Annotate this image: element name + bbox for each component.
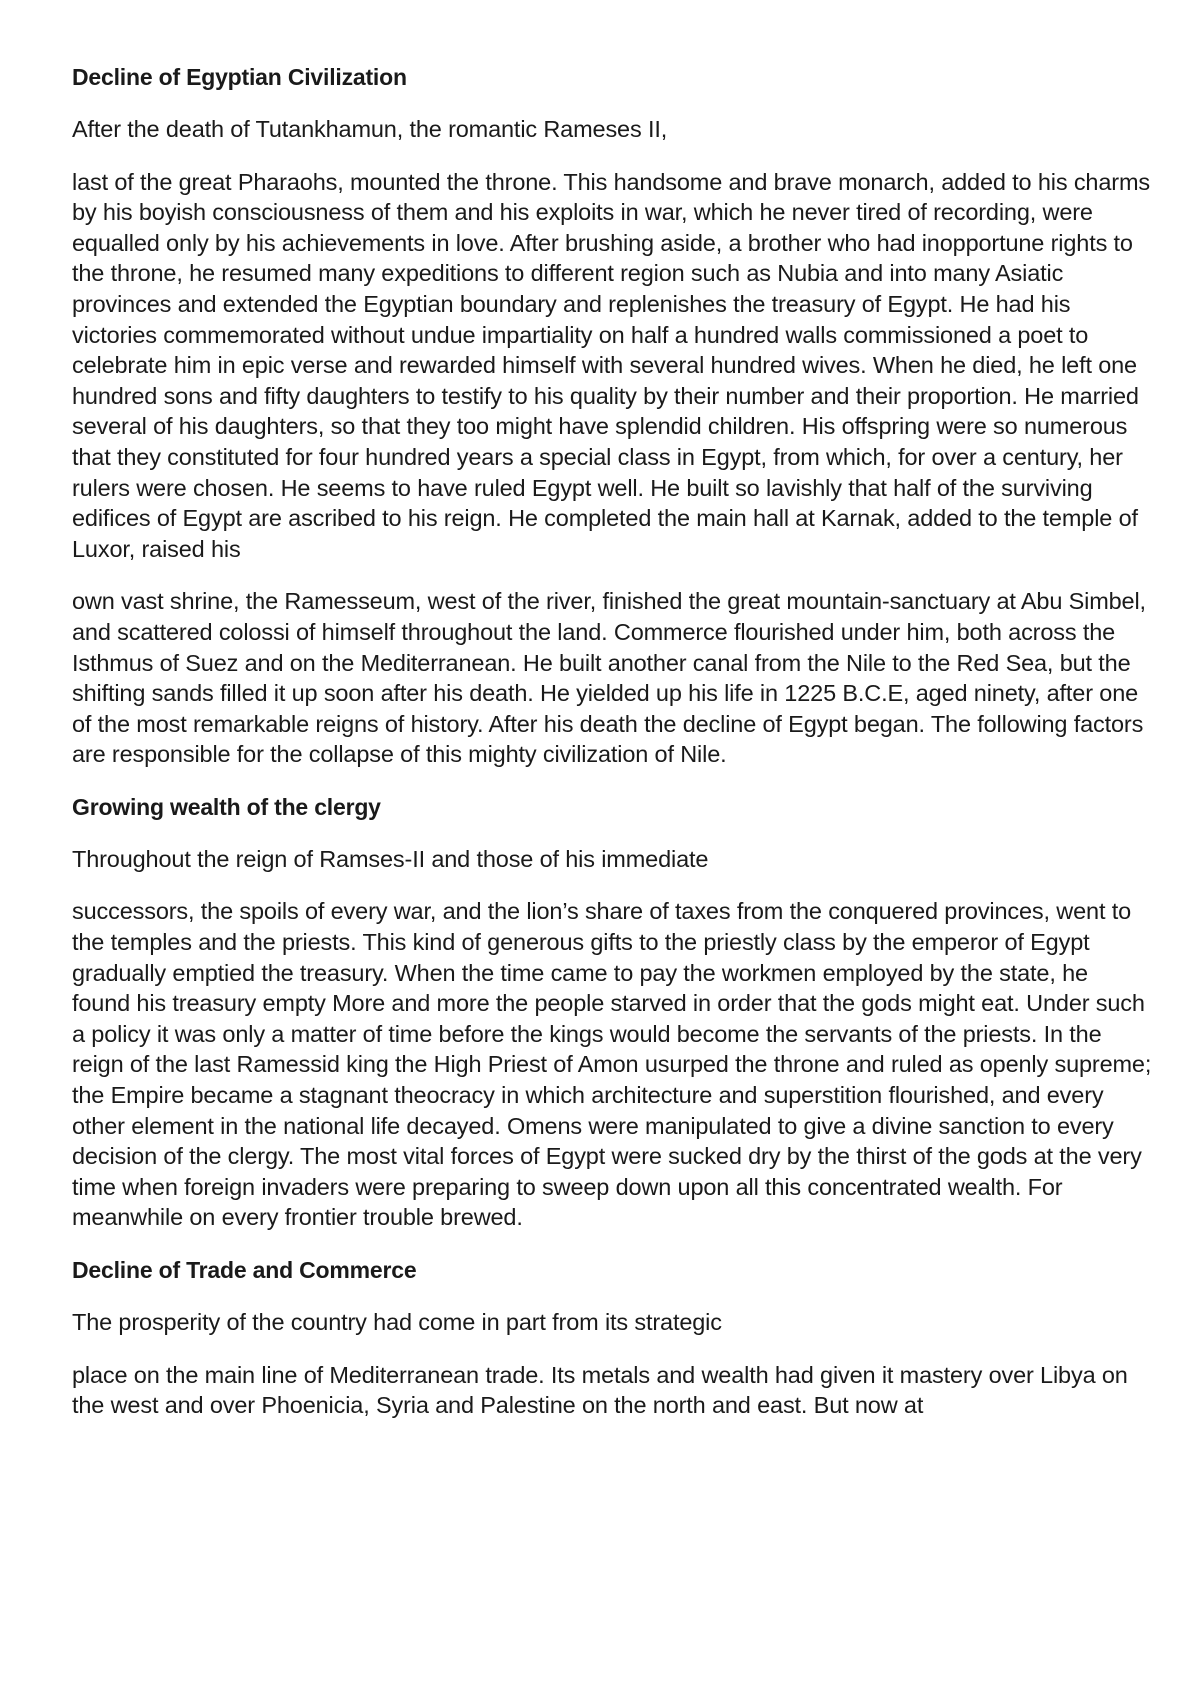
paragraph: place on the main line of Mediterranean trade. Its metals and wealth had given it mastery over Libya on the west and over Phoenicia, Syria and Palestine on the north and east. But now at xyxy=(72,1361,1128,1419)
section-heading: Decline of Trade and Commerce xyxy=(72,1257,417,1283)
paragraph: Throughout the reign of Ramses-II and those of his immediate xyxy=(72,845,709,872)
section-decline-of-egyptian-civilization xyxy=(72,62,1152,770)
document-page xyxy=(72,62,1152,1443)
section-decline-of-trade-and-commerce xyxy=(72,1255,1152,1421)
section-growing-wealth-of-the-clergy xyxy=(72,792,1152,1233)
paragraph: The prosperity of the country had come in part from its strategic xyxy=(72,1309,722,1335)
paragraph: successors, the spoils of every war, and the lion’s share of taxes from the conquered provinces, went to the temples and the priests. This kind of generous gifts to the priestly class by the emperor of Egypt gradually emptied the treasury. When the time came to pay the workmen employed by the state, he found his treasury empty More and more the people starved in order that the gods might eat. Under such a policy it was only a matter of time before the kings would become the servants of the priests. In the reign of the last Ramessid king the High Priest of Amon usurped the throne and ruled as openly supreme; the Empire became a stagnant theocracy in which architecture and superstition flourished, and every other element in the national life decayed. Omens were manipulated to give a divine sanction to every decision of the clergy. The most vital forces of Egypt were sucked dry by the thirst of the gods at the very time when foreign invaders were preparing to sweep down upon all this concentrated wealth. For meanwhile on every frontier trouble brewed. xyxy=(72,898,1152,1231)
section-heading: Decline of Egyptian Civilization xyxy=(72,64,407,90)
section-heading: Growing wealth of the clergy xyxy=(72,793,381,820)
paragraph: own vast shrine, the Ramesseum, west of the river, finished the great mountain-sanctuary at Abu Simbel, and scattered colossi of himself throughout the land. Commerce flourished under him, both across the Isthmus of Suez and on the Mediterranean. He built another canal from the Nile to the Red Sea, but the shifting sands filled it up soon after his death. He yielded up his life in 1225 B.C.E, aged ninety, after one of the most remarkable reigns of history. After his death the decline of Egypt began. The following factors are responsible for the collapse of this mighty civilization of Nile. xyxy=(72,588,1146,768)
paragraph: last of the great Pharaohs, mounted the throne. This handsome and brave monarch, added to his charms by his boyish consciousness of them and his exploits in war, which he never tired of recording, were equalled only by his achievements in love. After brushing aside, a brother who had inopportune rights to the throne, he resumed many expeditions to different region such as Nubia and into many Asiatic provinces and extended the Egyptian boundary and replenishes the treasury of Egypt. He had his victories commemorated without undue impartiality on half a hundred walls commissioned a poet to celebrate him in epic verse and rewarded himself with several hundred wives. When he died, he left one hundred sons and fifty daughters to testify to his quality by their number and their proportion. He married several of his daughters, so that they too might have splendid children. His offspring were so numerous that they constituted for four hundred years a special class in Egypt, from which, for over a century, her rulers were chosen. He seems to have ruled Egypt well. He built so lavishly that half of the surviving edifices of Egypt are ascribed to his reign. He completed the main hall at Karnak, added to the temple of Luxor, raised his xyxy=(72,168,1150,562)
paragraph: After the death of Tutankhamun, the romantic Rameses II, xyxy=(72,116,668,142)
